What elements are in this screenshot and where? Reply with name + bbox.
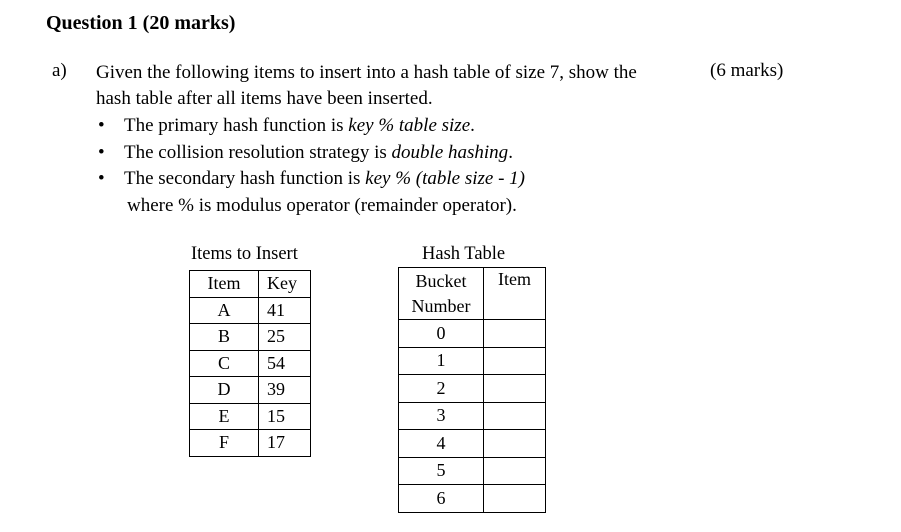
key-cell: 25 [259, 324, 311, 351]
bucket-cell: 2 [399, 375, 484, 403]
bucket-cell: 1 [399, 347, 484, 375]
intro-line-2: hash table after all items have been inserted. [96, 88, 433, 109]
bullet-text: The collision resolution strategy is [124, 141, 392, 163]
key-cell: 17 [259, 430, 311, 457]
part-a-label: a) [52, 60, 67, 81]
bullet-list [96, 113, 525, 219]
items-table-caption: Items to Insert [191, 244, 298, 264]
bullet-text: The secondary hash function is [124, 168, 366, 189]
bullet-text: The primary hash function is [124, 115, 349, 136]
table-row [399, 457, 546, 485]
table-row [399, 402, 546, 430]
bucket-cell: 3 [399, 402, 484, 430]
table-row [399, 320, 546, 348]
bullet-item [96, 140, 525, 167]
bullet-suffix: . [470, 115, 475, 136]
table-row [190, 297, 311, 324]
bullet-dot: • [98, 141, 105, 163]
item-slot[interactable] [484, 320, 546, 348]
bucket-cell: 6 [399, 485, 484, 513]
items-table [189, 270, 311, 457]
header-bucket-number [399, 268, 484, 320]
item-slot[interactable] [484, 375, 546, 403]
table-row [190, 350, 311, 377]
table-row [190, 324, 311, 351]
item-slot[interactable] [484, 457, 546, 485]
item-cell: D [190, 377, 259, 404]
header-key: Key [259, 271, 311, 298]
key-cell: 15 [259, 403, 311, 430]
table-row [190, 377, 311, 404]
table-row [190, 430, 311, 457]
item-cell: C [190, 350, 259, 377]
bullet-emphasis: double hashing [391, 141, 509, 163]
header-bucket-line-1: Bucket [415, 271, 467, 291]
bullet-emphasis: key % table size [348, 115, 471, 136]
key-cell: 41 [259, 297, 311, 324]
key-cell: 39 [259, 377, 311, 404]
item-cell: B [190, 324, 259, 351]
bucket-cell: 5 [399, 457, 484, 485]
bullet-dot: • [98, 168, 105, 189]
hash-table [398, 267, 546, 513]
bullet-item [96, 166, 525, 193]
item-slot[interactable] [484, 430, 546, 458]
bucket-cell: 0 [399, 320, 484, 348]
bullet-suffix: . [508, 141, 513, 163]
item-cell: F [190, 430, 259, 457]
table-row [399, 485, 546, 513]
bullet-dot: • [98, 115, 105, 136]
item-slot[interactable] [484, 402, 546, 430]
hash-table-caption: Hash Table [422, 244, 506, 264]
header-bucket-line-2: Number [411, 296, 471, 316]
item-slot[interactable] [484, 347, 546, 375]
bullet-continuation: where % is modulus operator (remainder operator). [127, 194, 517, 216]
table-row [399, 347, 546, 375]
part-a-marks: (6 marks) [710, 60, 784, 81]
table-header-row [190, 271, 311, 298]
part-a-intro [96, 60, 696, 112]
table-row [399, 430, 546, 458]
bullet-emphasis: key % (table size - 1) [365, 168, 525, 189]
item-slot[interactable] [484, 485, 546, 513]
header-item: Item [190, 271, 259, 298]
table-row [190, 403, 311, 430]
bullet-item [96, 113, 525, 140]
intro-line-1: Given the following items to insert into a hash table of size 7, show the [96, 62, 637, 83]
key-cell: 54 [259, 350, 311, 377]
question-heading: Question 1 (20 marks) [46, 12, 236, 34]
header-item: Item [484, 268, 546, 320]
item-cell: A [190, 297, 259, 324]
table-row [399, 375, 546, 403]
bucket-cell: 4 [399, 430, 484, 458]
item-cell: E [190, 403, 259, 430]
table-header-row [399, 268, 546, 320]
